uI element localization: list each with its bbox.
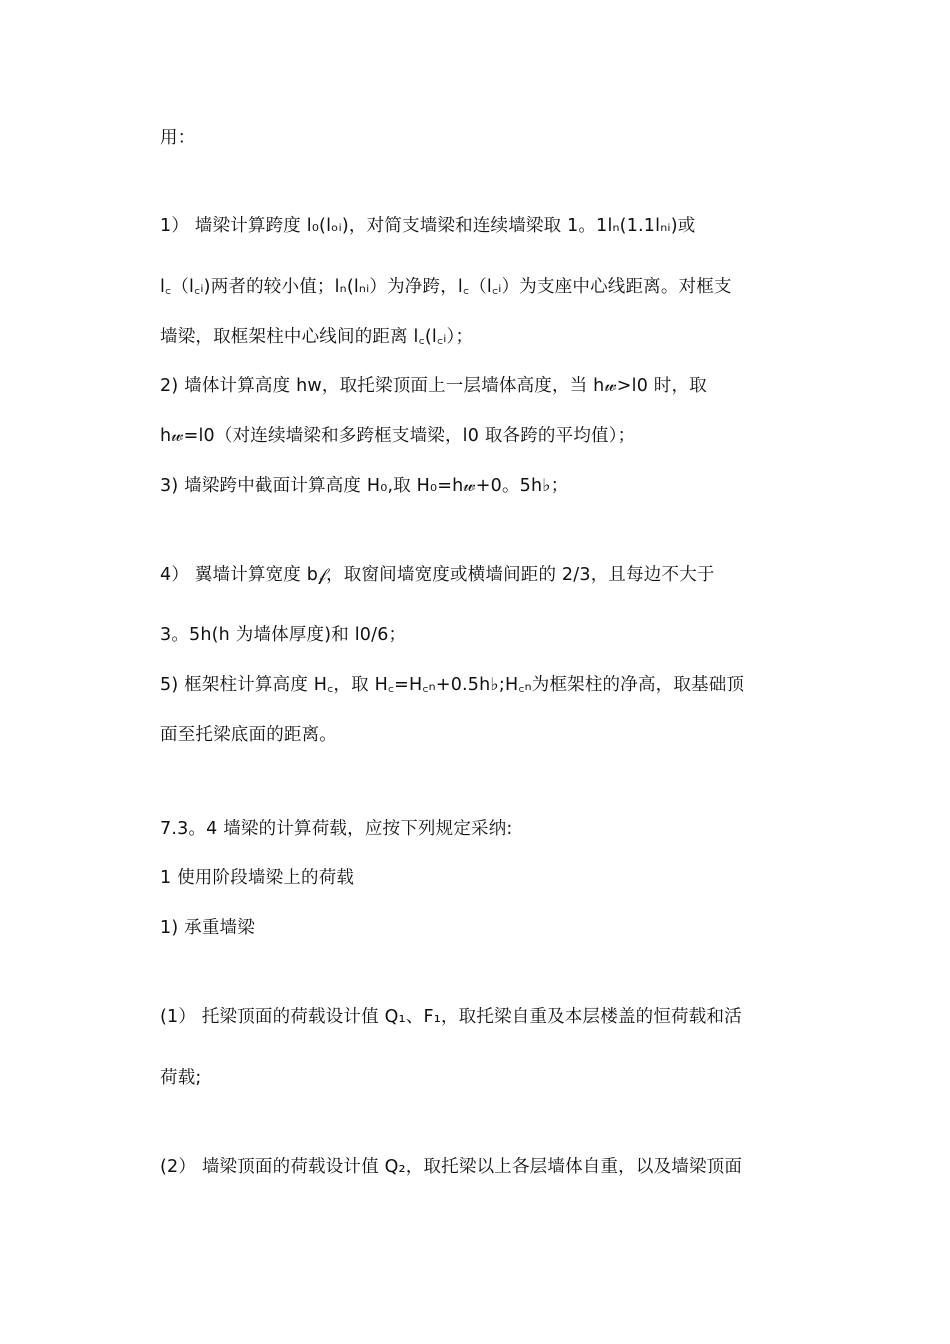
text-line-9: 3。5h(h 为墙体厚度)和 l0/6； xyxy=(160,625,407,645)
text-line-16: 荷载; xyxy=(160,1068,202,1088)
text-line-14: 1) 承重墙梁 xyxy=(160,918,255,938)
text-line-10: 5) 框架柱计算高度 H꜀，取 H꜀=H꜀ₙ+0.5h♭;H꜀ₙ为框架柱的净高，取基础顶 xyxy=(160,675,745,695)
text-line-15: (1） 托梁顶面的荷载设计值 Q₁、F₁，取托梁自重及本层楼盖的恒荷载和活 xyxy=(160,1007,742,1027)
text-line-7: 3) 墙梁跨中截面计算高度 H₀,取 H₀=h𝓌+0。5h♭； xyxy=(160,476,569,496)
text-line-12: 7.3。4 墙梁的计算荷载，应按下列规定采纳: xyxy=(160,819,513,839)
text-line-5: 2) 墙体计算高度 hw，取托梁顶面上一层墙体高度，当 h𝓌>l0 时，取 xyxy=(160,376,707,396)
text-line-3: l꜀（l꜀ᵢ)两者的较小值；lₙ(lₙᵢ）为净跨，l꜀（l꜀ᵢ）为支座中心线距离。对框支 xyxy=(160,277,732,297)
text-line-13: 1 使用阶段墙梁上的荷载 xyxy=(160,868,355,888)
text-line-17: (2） 墙梁顶面的荷载设计值 Q₂，取托梁以上各层墙体自重，以及墙梁顶面 xyxy=(160,1157,743,1177)
text-line-4: 墙梁，取框架柱中心线间的距离 l꜀(l꜀ᵢ）； xyxy=(160,327,474,347)
text-line-1: 用： xyxy=(160,128,196,148)
text-line-2: 1） 墙梁计算跨度 l₀(lₒᵢ)，对简支墙梁和连续墙梁取 1。1lₙ(1.1lₙᵢ)或 xyxy=(160,216,696,236)
text-line-8: 4） 翼墙计算宽度 b𝒻，取窗间墙宽度或横墙间距的 2/3，且每边不大于 xyxy=(160,565,715,585)
text-line-11: 面至托梁底面的距离。 xyxy=(160,725,337,745)
text-line-6: h𝓌=l0（对连续墙梁和多跨框支墙梁，l0 取各跨的平均值）； xyxy=(160,426,636,446)
